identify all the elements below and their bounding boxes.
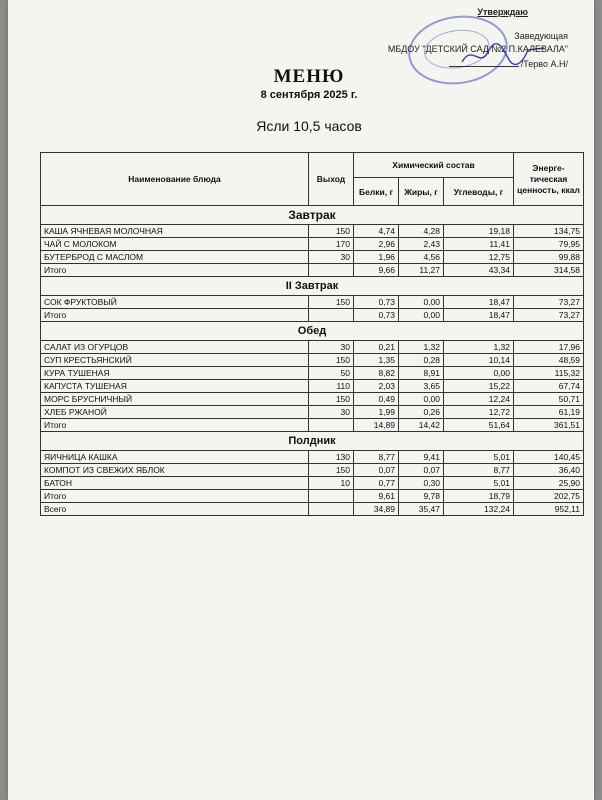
page-title: МЕНЮ <box>273 66 345 87</box>
dish-name: КУРА ТУШЕНАЯ <box>41 367 309 380</box>
dish-energy: 73,27 <box>514 296 584 309</box>
dish-name: КАША ЯЧНЕВАЯ МОЛОЧНАЯ <box>41 225 309 238</box>
approval-role: Заведующая <box>514 31 568 41</box>
dish-name: СУП КРЕСТЬЯНСКИЙ <box>41 354 309 367</box>
section-title: Завтрак <box>41 206 584 225</box>
dish-protein: 4,74 <box>354 225 399 238</box>
dish-name: МОРС БРУСНИЧНЫЙ <box>41 393 309 406</box>
dish-carbs: 5,01 <box>444 451 514 464</box>
total-energy: 73,27 <box>514 309 584 322</box>
dish-fat: 0,00 <box>399 296 444 309</box>
total-carbs: 51,64 <box>444 419 514 432</box>
dish-protein: 1,99 <box>354 406 399 419</box>
total-output <box>309 309 354 322</box>
dish-carbs: 19,18 <box>444 225 514 238</box>
section-total-row <box>41 490 584 503</box>
table-row <box>41 380 584 393</box>
total-fat: 11,27 <box>399 264 444 277</box>
menu-table <box>40 152 584 516</box>
dish-protein: 0,07 <box>354 464 399 477</box>
column-header-fat: Жиры, г <box>399 178 444 206</box>
dish-fat: 0,07 <box>399 464 444 477</box>
total-label: Итого <box>41 419 309 432</box>
grand-total-fat: 35,47 <box>399 503 444 516</box>
dish-protein: 1,35 <box>354 354 399 367</box>
document-page <box>8 0 594 800</box>
dish-output: 110 <box>309 380 354 393</box>
dish-protein: 0,73 <box>354 296 399 309</box>
grand-total-output <box>309 503 354 516</box>
dish-energy: 67,74 <box>514 380 584 393</box>
dish-protein: 2,96 <box>354 238 399 251</box>
dish-fat: 0,30 <box>399 477 444 490</box>
total-fat: 0,00 <box>399 309 444 322</box>
total-label: Итого <box>41 490 309 503</box>
dish-energy: 25,90 <box>514 477 584 490</box>
dish-carbs: 18,47 <box>444 296 514 309</box>
dish-protein: 2,03 <box>354 380 399 393</box>
dish-output: 130 <box>309 451 354 464</box>
column-header-energy: Энерге-тическая ценность, ккал <box>514 153 584 206</box>
section-total-row <box>41 419 584 432</box>
total-fat: 14,42 <box>399 419 444 432</box>
total-protein: 14,89 <box>354 419 399 432</box>
approval-signer: /Терво А.Н/ <box>520 59 568 69</box>
dish-output: 150 <box>309 354 354 367</box>
section-title: II Завтрак <box>41 277 584 296</box>
dish-name: ХЛЕБ РЖАНОЙ <box>41 406 309 419</box>
dish-output: 30 <box>309 406 354 419</box>
table-row <box>41 341 584 354</box>
total-output <box>309 490 354 503</box>
total-energy: 202,75 <box>514 490 584 503</box>
section-total-row <box>41 264 584 277</box>
column-header-carbs: Углеводы, г <box>444 178 514 206</box>
total-output <box>309 419 354 432</box>
column-header-chemical: Химический состав <box>354 153 514 178</box>
table-row <box>41 451 584 464</box>
table-row <box>41 296 584 309</box>
dish-output: 170 <box>309 238 354 251</box>
column-header-dish: Наименование блюда <box>41 153 309 206</box>
dish-output: 150 <box>309 393 354 406</box>
table-row <box>41 354 584 367</box>
total-protein: 9,66 <box>354 264 399 277</box>
dish-output: 10 <box>309 477 354 490</box>
grand-total-carbs: 132,24 <box>444 503 514 516</box>
table-row <box>41 367 584 380</box>
total-protein: 9,61 <box>354 490 399 503</box>
dish-carbs: 8,77 <box>444 464 514 477</box>
dish-protein: 8,77 <box>354 451 399 464</box>
dish-name: БАТОН <box>41 477 309 490</box>
column-header-protein: Белки, г <box>354 178 399 206</box>
total-label: Итого <box>41 309 309 322</box>
table-row <box>41 406 584 419</box>
section-header-row <box>41 277 584 296</box>
dish-protein: 1,96 <box>354 251 399 264</box>
section-title: Обед <box>41 322 584 341</box>
dish-carbs: 10,14 <box>444 354 514 367</box>
dish-protein: 8,82 <box>354 367 399 380</box>
dish-name: ЯИЧНИЦА КАШКА <box>41 451 309 464</box>
dish-carbs: 15,22 <box>444 380 514 393</box>
dish-name: БУТЕРБРОД С МАСЛОМ <box>41 251 309 264</box>
dish-fat: 3,65 <box>399 380 444 393</box>
dish-energy: 17,96 <box>514 341 584 354</box>
total-label: Итого <box>41 264 309 277</box>
total-carbs: 43,34 <box>444 264 514 277</box>
dish-energy: 79,95 <box>514 238 584 251</box>
total-energy: 361,51 <box>514 419 584 432</box>
dish-name: САЛАТ ИЗ ОГУРЦОВ <box>41 341 309 354</box>
dish-output: 150 <box>309 296 354 309</box>
dish-fat: 4,56 <box>399 251 444 264</box>
table-row <box>41 238 584 251</box>
dish-name: КАПУСТА ТУШЕНАЯ <box>41 380 309 393</box>
dish-carbs: 12,75 <box>444 251 514 264</box>
table-row <box>41 251 584 264</box>
table-row <box>41 225 584 238</box>
dish-name: ЧАЙ С МОЛОКОМ <box>41 238 309 251</box>
dish-energy: 99,88 <box>514 251 584 264</box>
dish-protein: 0,49 <box>354 393 399 406</box>
dish-energy: 36,40 <box>514 464 584 477</box>
dish-carbs: 11,41 <box>444 238 514 251</box>
grand-total-energy: 952,11 <box>514 503 584 516</box>
section-title: Полдник <box>41 432 584 451</box>
dish-output: 50 <box>309 367 354 380</box>
total-protein: 0,73 <box>354 309 399 322</box>
dish-energy: 50,71 <box>514 393 584 406</box>
dish-fat: 9,41 <box>399 451 444 464</box>
dish-output: 150 <box>309 464 354 477</box>
dish-carbs: 1,32 <box>444 341 514 354</box>
grand-total-protein: 34,89 <box>354 503 399 516</box>
section-header-row <box>41 432 584 451</box>
dish-output: 30 <box>309 341 354 354</box>
table-row <box>41 393 584 406</box>
dish-energy: 61,19 <box>514 406 584 419</box>
dish-fat: 2,43 <box>399 238 444 251</box>
section-total-row <box>41 309 584 322</box>
dish-fat: 0,26 <box>399 406 444 419</box>
section-header-row <box>41 206 584 225</box>
dish-energy: 134,75 <box>514 225 584 238</box>
dish-carbs: 12,24 <box>444 393 514 406</box>
total-carbs: 18,47 <box>444 309 514 322</box>
dish-carbs: 0,00 <box>444 367 514 380</box>
dish-output: 150 <box>309 225 354 238</box>
approval-title: Утверждаю <box>477 7 528 17</box>
approval-block <box>328 6 568 71</box>
dish-protein: 0,21 <box>354 341 399 354</box>
group-name: Ясли 10,5 часов <box>256 118 362 134</box>
dish-name: КОМПОТ ИЗ СВЕЖИХ ЯБЛОК <box>41 464 309 477</box>
dish-carbs: 5,01 <box>444 477 514 490</box>
dish-fat: 8,91 <box>399 367 444 380</box>
total-energy: 314,58 <box>514 264 584 277</box>
total-carbs: 18,79 <box>444 490 514 503</box>
dish-energy: 48,59 <box>514 354 584 367</box>
dish-fat: 1,32 <box>399 341 444 354</box>
grand-total-row <box>41 503 584 516</box>
menu-table-body <box>41 206 584 516</box>
approval-organization: МБДОУ "ДЕТСКИЙ САД №2 П.КАЛЕВАЛА" <box>387 44 568 54</box>
total-fat: 9,78 <box>399 490 444 503</box>
total-output <box>309 264 354 277</box>
dish-protein: 0,77 <box>354 477 399 490</box>
dish-energy: 115,32 <box>514 367 584 380</box>
dish-fat: 0,00 <box>399 393 444 406</box>
dish-fat: 0,28 <box>399 354 444 367</box>
dish-fat: 4,28 <box>399 225 444 238</box>
table-row <box>41 464 584 477</box>
menu-date: 8 сентября 2025 г. <box>260 89 358 101</box>
grand-total-label: Всего <box>41 503 309 516</box>
dish-name: СОК ФРУКТОВЫЙ <box>41 296 309 309</box>
dish-output: 30 <box>309 251 354 264</box>
dish-energy: 140,45 <box>514 451 584 464</box>
dish-carbs: 12,72 <box>444 406 514 419</box>
table-row <box>41 477 584 490</box>
column-header-output: Выход <box>309 153 354 206</box>
section-header-row <box>41 322 584 341</box>
